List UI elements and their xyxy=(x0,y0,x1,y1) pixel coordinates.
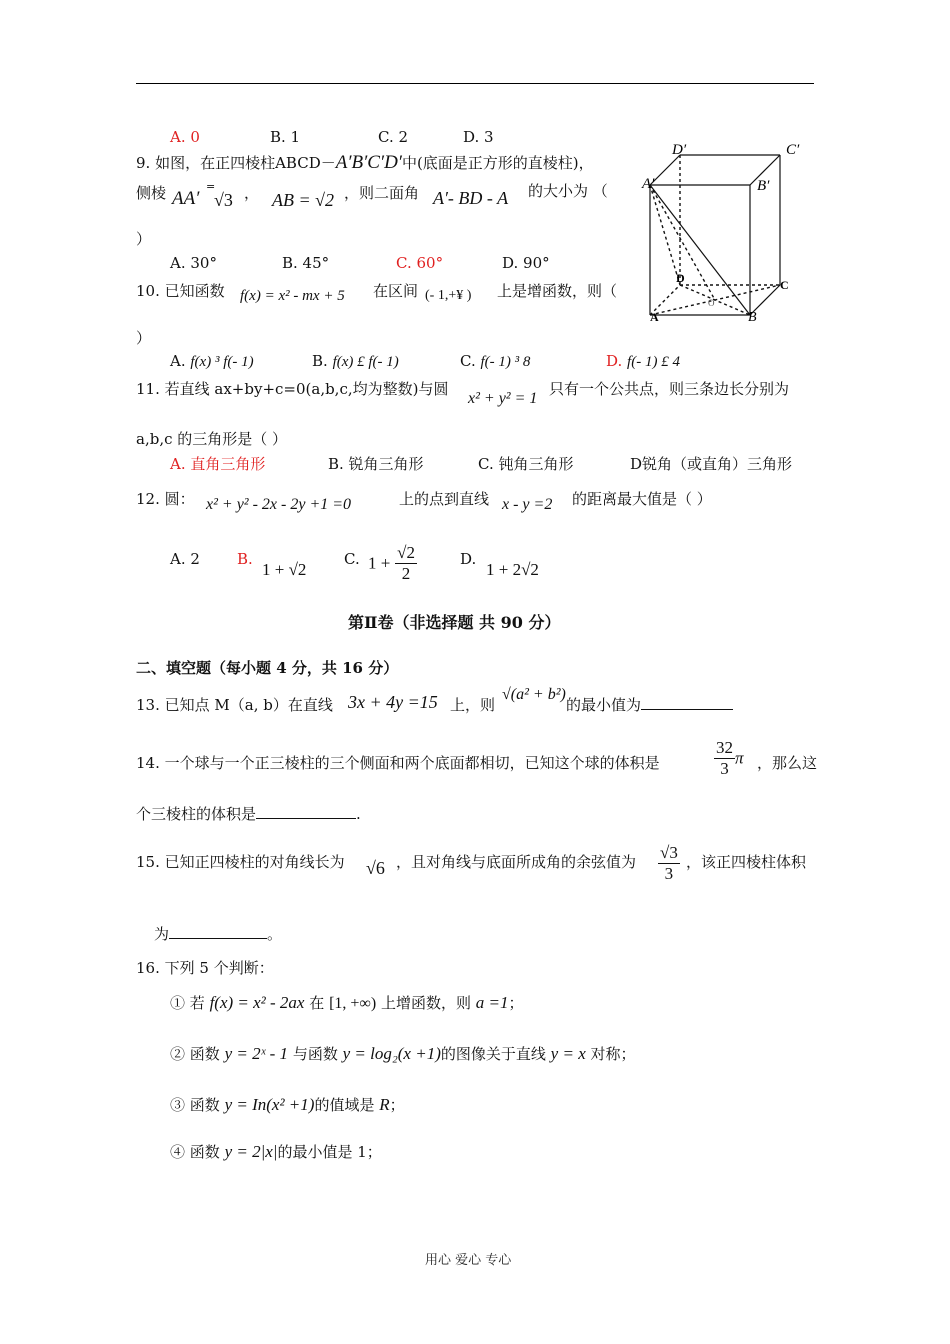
q12-text3: 的距离最大值是（ ） xyxy=(572,490,712,508)
label-c: C xyxy=(780,278,789,292)
q15-text2: ，且对角线与底面所成角的余弦值为 xyxy=(396,853,637,871)
q12-option-c: 1 + $\frac{√2}{2}$ xyxy=(368,543,415,583)
q15-text3: ，该正四棱柱体积 xyxy=(686,853,807,871)
label-a1: A′ xyxy=(642,176,655,192)
q9-close: ） xyxy=(136,230,152,248)
q14-text3: 个三棱柱的体积是 . xyxy=(136,805,361,823)
q9-option-d: D. 90° xyxy=(502,254,550,272)
q16-item2: ② 函数 y = 2ˣ - 1 与函数 y = log₂(x +1)的图像关于直线 y = x 对称； xyxy=(170,1044,636,1063)
q10-stem: 10. 已知函数 xyxy=(136,282,225,300)
q9-text5: 的大小为 （ xyxy=(528,182,608,200)
q10-close: ） xyxy=(136,329,152,347)
q9-option-b: B. 45° xyxy=(282,254,330,272)
q9-option-c: C. 60° xyxy=(396,254,444,272)
q11-stem: 11. 若直线 ax+by+c=0(a,b,c,均为整数)与圆 xyxy=(136,380,449,398)
q16-item1: ① 若 f(x) = x² - 2ax 在 [1, +∞) 上增函数，则 a =1； xyxy=(170,993,524,1012)
q13-expr: √(a² + b²) xyxy=(502,686,566,703)
q9-stem: 9. 如图，在正四棱柱ABCD－A′B′C′D′中(底面是正方形的直棱柱)， xyxy=(136,152,594,173)
q15-stem: 15. 已知正四棱柱的对角线长为 xyxy=(136,853,345,871)
q8-option-b: B. 1 xyxy=(270,128,301,146)
q8-option-d: D. 3 xyxy=(463,128,494,146)
q10-interval: (- 1,+¥ ) xyxy=(425,288,472,303)
q8-option-a: A. 0 xyxy=(170,128,200,146)
q11-circle: x² + y² = 1 xyxy=(468,390,538,407)
label-d: D xyxy=(676,271,685,285)
q9-sqrt3: √3 xyxy=(214,190,233,210)
q15-text4: 为 。 xyxy=(154,925,283,943)
q12-option-d: 1 + 2√2 xyxy=(486,560,539,579)
label-c1: C′ xyxy=(786,142,800,158)
q12-option-b-label: B. xyxy=(237,550,253,568)
q16-item3: ③ 函数 y = In(x² +1)的值域是 R； xyxy=(170,1095,405,1114)
page-footer: 用心 爱心 专心 xyxy=(425,1253,512,1268)
q12-option-c-label: C. xyxy=(344,550,360,568)
q11-text3: a,b,c 的三角形是（ ） xyxy=(136,430,288,448)
label-mid: O xyxy=(708,298,715,308)
q14-text2: ，那么这 xyxy=(757,754,818,772)
q11-option-b: B. 锐角三角形 xyxy=(328,455,424,473)
q12-line: x - y =2 xyxy=(502,496,553,513)
q10-option-a: A. f(x) ³ f(- 1) xyxy=(170,352,254,370)
section2-title: 二、填空题（每小题 4 分，共 16 分） xyxy=(136,659,399,677)
q11-option-c: C. 钝角三角形 xyxy=(478,455,574,473)
q9-option-a: A. 30° xyxy=(170,254,217,272)
q11-option-d: D锐角（或直角）三角形 xyxy=(630,455,793,473)
q9-text4: ，则二面角 xyxy=(344,184,420,202)
label-b: B xyxy=(748,310,757,325)
part2-title: 第Ⅱ卷（非选择题 共 90 分） xyxy=(348,613,561,632)
q9-stem-2: 侧棱 xyxy=(136,184,167,202)
q12-option-a: A. 2 xyxy=(170,550,200,568)
q11-option-a: A. 直角三角形 xyxy=(170,455,266,473)
q9-ab: AB = √2 xyxy=(272,190,335,210)
label-d1: D′ xyxy=(672,142,687,158)
q10-option-c: C. f(- 1) ³ 8 xyxy=(460,352,531,370)
label-a: A xyxy=(650,310,659,324)
q9-aa: AA′ xyxy=(172,188,200,209)
q12-circle: x² + y² - 2x - 2y +1 =0 xyxy=(206,496,352,513)
q13-text2: 上，则 xyxy=(450,696,496,714)
header-rule xyxy=(136,83,814,84)
q11-text2: 只有一个公共点，则三条边长分别为 xyxy=(549,380,790,398)
q9-comma: ， xyxy=(244,184,260,202)
q9-angle: A′- BD - A xyxy=(433,188,509,208)
q10-option-b: B. f(x) £ f(- 1) xyxy=(312,352,399,370)
q14-volume: $\frac{32}{3}$ π xyxy=(716,738,744,778)
q15-cos: $\frac{√3}{3}$ xyxy=(660,843,678,883)
q13-stem: 13. 已知点 M（a, b）在直线 xyxy=(136,696,333,714)
q16-stem: 16. 下列 5 个判断： xyxy=(136,959,274,977)
q12-text2: 上的点到直线 xyxy=(399,490,490,508)
q12-option-d-label: D. xyxy=(460,550,477,568)
q15-diag: √6 xyxy=(366,858,385,878)
q10-func: f(x) = x² - mx + 5 xyxy=(240,288,345,304)
q10-option-d: D. f(- 1) £ 4 xyxy=(606,352,680,370)
label-b1: B′ xyxy=(757,178,770,194)
prism-figure xyxy=(640,140,820,330)
q8-option-c: C. 2 xyxy=(378,128,409,146)
q16-item4: ④ 函数 y = 2|x|的最小值是 1； xyxy=(170,1142,382,1161)
q13-line: 3x + 4y =15 xyxy=(348,692,438,712)
q9-eq: = xyxy=(206,180,216,193)
q14-stem: 14. 一个球与一个正三棱柱的三个侧面和两个底面都相切，已知这个球的体积是 xyxy=(136,754,660,772)
q12-stem: 12. 圆： xyxy=(136,490,195,508)
q13-text3: 的最小值为 xyxy=(566,694,733,715)
q12-option-b: 1 + √2 xyxy=(262,560,307,579)
q10-text2: 在区间 xyxy=(373,282,419,300)
q10-text3: 上是增函数，则（ xyxy=(497,282,618,300)
